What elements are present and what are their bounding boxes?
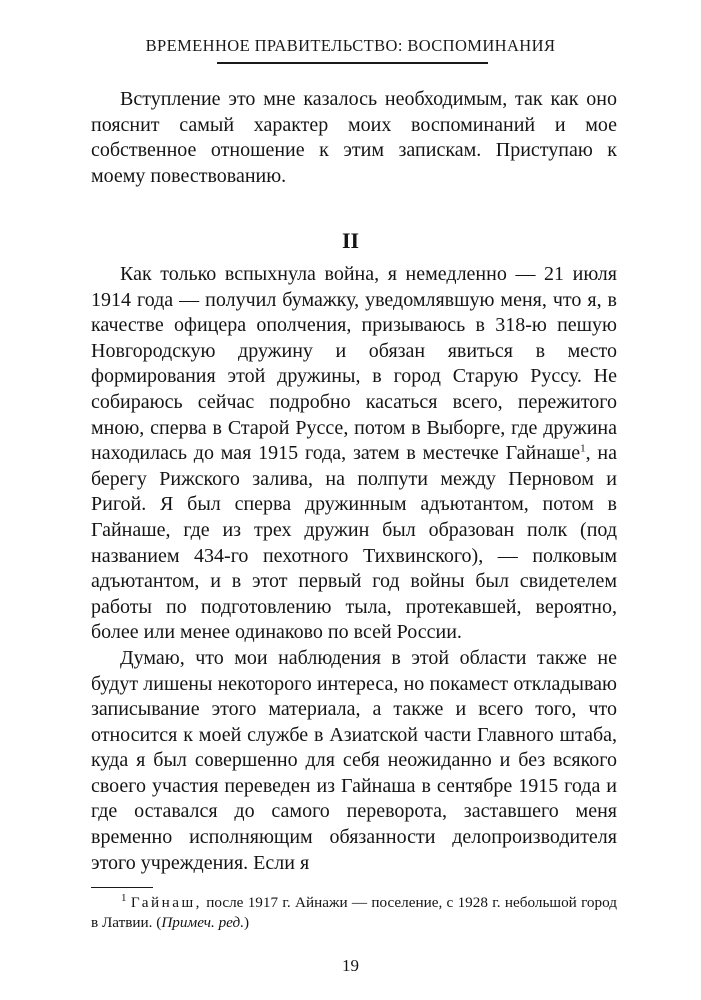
footnote	[91, 893, 617, 933]
running-header: ВРЕМЕННОЕ ПРАВИТЕЛЬСТВО: ВОСПОМИНАНИЯ	[145, 36, 556, 55]
paragraph-text: Как только вспыхнула война, я немедленно — 21 июля 1914 года — получил бумажку, уведомлявшую меня, что я, в качестве офицера ополчения, призываюсь в 318-ю пешую Новгородскую дружину и обязан явиться в место формирования этой дружины, в город Старую Руссу. Не собираюсь сейчас подробно касаться всего, пережитого мною, сперва в Старой Руссе, потом в Выборге, где дружина находилась до мая 1915 года, затем в местечке Гайнаше	[91, 263, 617, 465]
paragraph-text: , на берегу Рижского залива, на полпути между Перновом и Ригой. Я был сперва дружинным адъютантом, потом в Гайнаше, где из трех дружин был образован полк (под названием 434-го пехотного Тихвинского), — полковым адъютантом, и в этот первый год войны был свидетелем работы по подготовлению тыла, протекавшей, вероятно, более или менее одинаково по всей России.	[91, 442, 617, 644]
footnote-marker: 1	[121, 891, 127, 904]
paragraph	[91, 262, 617, 646]
footnote-reference[interactable]: 1	[580, 442, 586, 455]
paragraph: Вступление это мне казалось необходимым, так как оно пояснит самый характер моих воспоминаний и мое собственное отношение к этим запискам. Приступаю к моему повествованию.	[91, 88, 617, 187]
section-2-text	[91, 262, 617, 876]
footnote-rule	[91, 887, 153, 888]
footnote-text: после 1917 г. Айнажи — поселение, с 1928 г. небольшой город в Латвии. (	[91, 894, 618, 931]
footnote-closing: )	[244, 914, 250, 931]
section-1-text	[91, 87, 617, 189]
paragraph: Думаю, что мои наблюдения в этой области также не будут лишены некоторого интереса, но покамест откладываю записывание этого материала, а также и всего того, что относится к моей службе в Азиатской части Главного штаба, куда я был совершенно для себя неожиданно и без всякого своего участия переведен из Гайнаша в сентябре 1915 года и где оставался до самого переворота, заставшего меня временно исполняющим обязанности делопроизводителя этого учреждения. Если я	[91, 646, 617, 874]
footnote-term: Гайнаш,	[130, 894, 202, 911]
section-number: II	[341, 228, 360, 253]
page-number: 19	[342, 956, 359, 975]
header-rule	[217, 62, 488, 64]
editor-note: Примеч. ред.	[161, 914, 245, 931]
